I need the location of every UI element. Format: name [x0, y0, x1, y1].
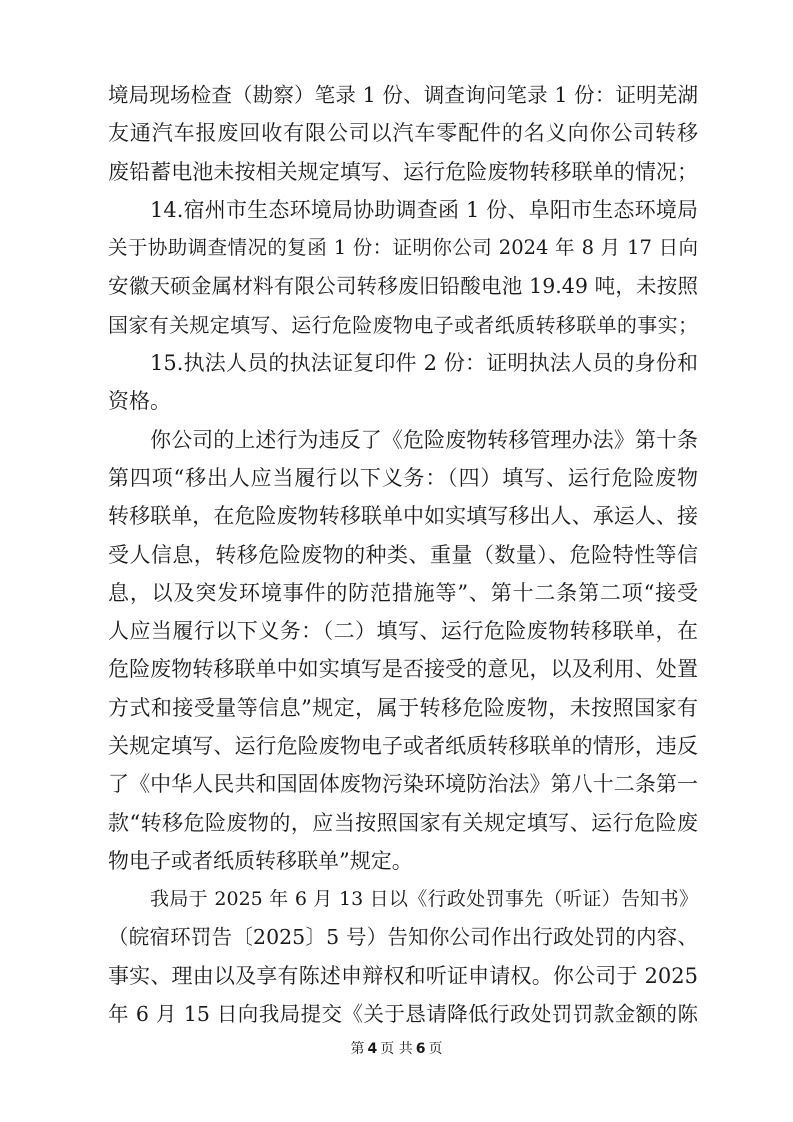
text-line-17: 方式和接受量等信息”规定，属于转移危险废物，未按照国家有 — [108, 695, 698, 720]
text-line-22: 我局于 2025 年 6 月 13 日以《行政处罚事先（听证）告知书》 — [150, 888, 698, 911]
text-line-14: 息，以及突发环境事件的防范措施等”、第十二条第二项“接受 — [108, 580, 698, 605]
text-line-11: 第四项“移出人应当履行以下义务：（四）填写、运行危险废物 — [108, 465, 698, 490]
text-line-16: 危险废物转移联单中如实填写是否接受的意见，以及利用、处置 — [108, 657, 698, 682]
text-line-20: 款“转移危险废物的，应当按照国家有关规定填写、运行危险废 — [108, 810, 698, 835]
page-footer — [0, 1040, 793, 1058]
footer-prefix: 第 — [350, 1041, 365, 1057]
text-line-6: 安徽天硕金属材料有限公司转移废旧铅酸电池 19.49 吨，未按照 — [108, 274, 698, 299]
text-line-13: 受人信息，转移危险废物的种类、重量（数量）、危险特性等信 — [108, 542, 698, 567]
text-line-9: 资格。 — [108, 389, 171, 414]
text-line-21: 物电子或者纸质转移联单”规定。 — [108, 848, 413, 873]
text-line-25: 年 6 月 15 日向我局提交《关于恳请降低行政处罚罚款金额的陈 — [108, 1002, 698, 1026]
footer-suffix: 页 — [428, 1041, 443, 1057]
text-line-7: 国家有关规定填写、运行危险废物电子或者纸质转移联单的事实； — [108, 312, 698, 337]
text-line-15: 人应当履行以下义务：（二）填写、运行危险废物转移联单，在 — [108, 619, 698, 644]
text-line-12: 转移联单，在危险废物转移联单中如实填写移出人、承运人、接 — [108, 504, 698, 529]
footer-page-number: 4 — [367, 1041, 378, 1057]
footer-middle: 页 共 — [380, 1041, 413, 1057]
text-line-8: 15.执法人员的执法证复印件 2 份：证明执法人员的身份和 — [150, 351, 698, 376]
text-line-1: 境局现场检查（勘察）笔录 1 份、调查询问笔录 1 份：证明芜湖 — [108, 83, 698, 107]
text-line-5: 关于协助调查情况的复函 1 份：证明你公司 2024 年 8 月 17 日向 — [108, 236, 698, 260]
text-line-18: 关规定填写、运行危险废物电子或者纸质转移联单的情形，违反 — [108, 733, 698, 758]
text-line-3: 废铅蓄电池未按相关规定填写、运行危险废物转移联单的情况； — [108, 159, 698, 184]
text-line-2: 友通汽车报废回收有限公司以汽车零配件的名义向你公司转移 — [108, 121, 698, 146]
text-line-19: 了《中华人民共和国固体废物污染环境防治法》第八十二条第一 — [108, 772, 698, 797]
text-line-4: 14.宿州市生态环境局协助调查函 1 份、阜阳市生态环境局 — [150, 197, 698, 222]
text-line-24: 事实、理由以及享有陈述申辩权和听证申请权。你公司于 2025 — [108, 963, 698, 988]
text-line-10: 你公司的上述行为违反了《危险废物转移管理办法》第十条 — [150, 427, 698, 452]
text-line-23: （皖宿环罚告〔2025〕5 号）告知你公司作出行政处罚的内容、 — [108, 925, 698, 950]
footer-total-pages: 6 — [415, 1041, 426, 1057]
